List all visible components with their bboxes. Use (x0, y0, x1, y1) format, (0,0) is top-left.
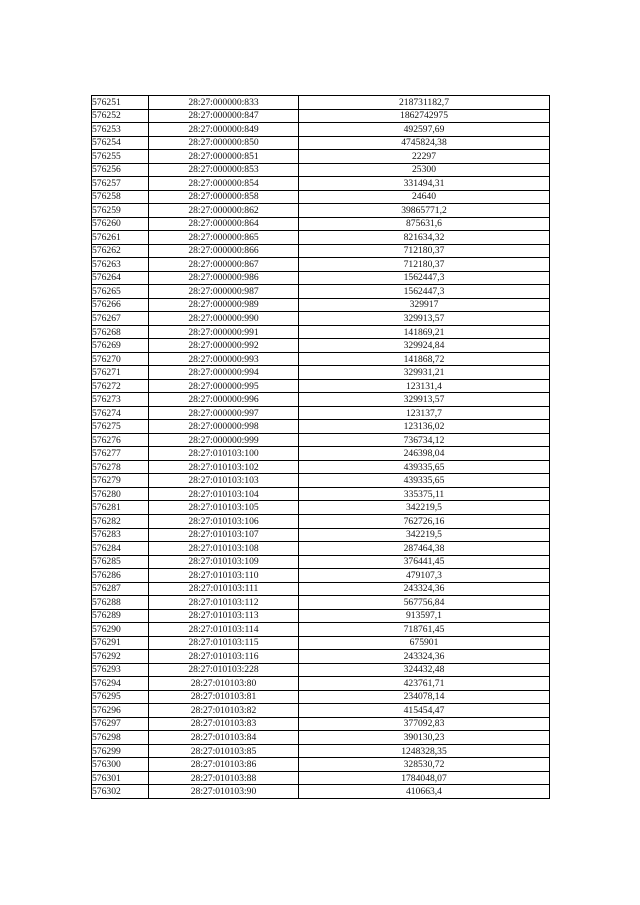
row-id-cell: 576285 (92, 555, 149, 569)
value-cell: 141869,21 (299, 325, 550, 339)
row-id-cell: 576259 (92, 204, 149, 218)
value-cell: 24640 (299, 190, 550, 204)
value-cell: 1784048,07 (299, 771, 550, 785)
cadastral-number-cell: 28:27:010103:107 (149, 528, 299, 542)
value-cell: 439335,65 (299, 474, 550, 488)
table-row (92, 393, 550, 407)
value-cell: 328530,72 (299, 758, 550, 772)
row-id-cell: 576292 (92, 650, 149, 664)
table-row (92, 312, 550, 326)
value-cell: 22297 (299, 150, 550, 164)
table-row (92, 150, 550, 164)
cadastral-number-cell: 28:27:000000:992 (149, 339, 299, 353)
row-id-cell: 576266 (92, 298, 149, 312)
row-id-cell: 576296 (92, 704, 149, 718)
row-id-cell: 576301 (92, 771, 149, 785)
value-cell: 1862742975 (299, 109, 550, 123)
cadastral-number-cell: 28:27:000000:986 (149, 271, 299, 285)
cadastral-number-cell: 28:27:000000:991 (149, 325, 299, 339)
row-id-cell: 576289 (92, 609, 149, 623)
value-cell: 415454,47 (299, 704, 550, 718)
table-row (92, 231, 550, 245)
cadastral-number-cell: 28:27:010103:103 (149, 474, 299, 488)
cadastral-number-cell: 28:27:000000:858 (149, 190, 299, 204)
cadastral-number-cell: 28:27:010103:85 (149, 744, 299, 758)
cadastral-number-cell: 28:27:000000:994 (149, 366, 299, 380)
value-cell: 736734,12 (299, 433, 550, 447)
table-row (92, 609, 550, 623)
table-row (92, 582, 550, 596)
cadastral-number-cell: 28:27:000000:998 (149, 420, 299, 434)
row-id-cell: 576255 (92, 150, 149, 164)
value-cell: 331494,31 (299, 177, 550, 191)
cadastral-number-cell: 28:27:010103:90 (149, 785, 299, 799)
cadastral-number-cell: 28:27:000000:867 (149, 258, 299, 272)
table-row (92, 569, 550, 583)
row-id-cell: 576270 (92, 352, 149, 366)
value-cell: 1562447,3 (299, 271, 550, 285)
table-row (92, 339, 550, 353)
row-id-cell: 576256 (92, 163, 149, 177)
value-cell: 492597,69 (299, 123, 550, 137)
table-row (92, 109, 550, 123)
cadastral-number-cell: 28:27:010103:111 (149, 582, 299, 596)
value-cell: 712180,37 (299, 244, 550, 258)
value-cell: 234078,14 (299, 690, 550, 704)
value-cell: 329917 (299, 298, 550, 312)
cadastral-number-cell: 28:27:010103:104 (149, 487, 299, 501)
value-cell: 287464,38 (299, 542, 550, 556)
table-row (92, 177, 550, 191)
row-id-cell: 576267 (92, 312, 149, 326)
table-row (92, 771, 550, 785)
table-row (92, 717, 550, 731)
row-id-cell: 576260 (92, 217, 149, 231)
table-row (92, 487, 550, 501)
table-row (92, 731, 550, 745)
table-row (92, 285, 550, 299)
table-row (92, 501, 550, 515)
cadastral-number-cell: 28:27:010103:105 (149, 501, 299, 515)
row-id-cell: 576280 (92, 487, 149, 501)
value-cell: 243324,36 (299, 582, 550, 596)
value-cell: 25300 (299, 163, 550, 177)
cadastral-number-cell: 28:27:010103:82 (149, 704, 299, 718)
cadastral-number-cell: 28:27:010103:112 (149, 596, 299, 610)
value-cell: 329913,57 (299, 393, 550, 407)
value-cell: 335375,11 (299, 487, 550, 501)
value-cell: 718761,45 (299, 623, 550, 637)
table-row (92, 474, 550, 488)
table-row (92, 136, 550, 150)
cadastral-number-cell: 28:27:000000:854 (149, 177, 299, 191)
cadastral-number-cell: 28:27:000000:993 (149, 352, 299, 366)
cadastral-number-cell: 28:27:010103:86 (149, 758, 299, 772)
table-row (92, 366, 550, 380)
cadastral-number-cell: 28:27:010103:114 (149, 623, 299, 637)
table-row (92, 785, 550, 799)
value-cell: 875631,6 (299, 217, 550, 231)
table-row (92, 555, 550, 569)
value-cell: 439335,65 (299, 460, 550, 474)
cadastral-number-cell: 28:27:000000:996 (149, 393, 299, 407)
row-id-cell: 576279 (92, 474, 149, 488)
table-row (92, 352, 550, 366)
value-cell: 246398,04 (299, 447, 550, 461)
value-cell: 479107,3 (299, 569, 550, 583)
value-cell: 377092,83 (299, 717, 550, 731)
value-cell: 329931,21 (299, 366, 550, 380)
cadastral-number-cell: 28:27:000000:864 (149, 217, 299, 231)
cadastral-number-cell: 28:27:000000:866 (149, 244, 299, 258)
cadastral-number-cell: 28:27:010103:109 (149, 555, 299, 569)
value-cell: 675901 (299, 636, 550, 650)
table-row (92, 123, 550, 137)
row-id-cell: 576262 (92, 244, 149, 258)
value-cell: 218731182,7 (299, 96, 550, 110)
cadastral-number-cell: 28:27:010103:81 (149, 690, 299, 704)
table-row (92, 758, 550, 772)
value-cell: 762726,16 (299, 514, 550, 528)
cadastral-number-cell: 28:27:000000:990 (149, 312, 299, 326)
value-cell: 567756,84 (299, 596, 550, 610)
table-row (92, 433, 550, 447)
table-row (92, 744, 550, 758)
row-id-cell: 576272 (92, 379, 149, 393)
table-row (92, 204, 550, 218)
cadastral-number-cell: 28:27:000000:865 (149, 231, 299, 245)
cadastral-number-cell: 28:27:000000:997 (149, 406, 299, 420)
cadastral-number-cell: 28:27:000000:999 (149, 433, 299, 447)
table-row (92, 298, 550, 312)
row-id-cell: 576286 (92, 569, 149, 583)
row-id-cell: 576276 (92, 433, 149, 447)
row-id-cell: 576290 (92, 623, 149, 637)
table-row (92, 96, 550, 110)
row-id-cell: 576252 (92, 109, 149, 123)
row-id-cell: 576288 (92, 596, 149, 610)
table-row (92, 677, 550, 691)
row-id-cell: 576277 (92, 447, 149, 461)
cadastral-number-cell: 28:27:010103:116 (149, 650, 299, 664)
cadastral-number-cell: 28:27:000000:850 (149, 136, 299, 150)
cadastral-number-cell: 28:27:010103:108 (149, 542, 299, 556)
cadastral-number-cell: 28:27:000000:847 (149, 109, 299, 123)
table-row (92, 190, 550, 204)
row-id-cell: 576271 (92, 366, 149, 380)
value-cell: 4745824,38 (299, 136, 550, 150)
row-id-cell: 576273 (92, 393, 149, 407)
table-row (92, 596, 550, 610)
row-id-cell: 576291 (92, 636, 149, 650)
value-cell: 39865771,2 (299, 204, 550, 218)
row-id-cell: 576299 (92, 744, 149, 758)
row-id-cell: 576254 (92, 136, 149, 150)
table-row (92, 420, 550, 434)
value-cell: 243324,36 (299, 650, 550, 664)
cadastral-number-cell: 28:27:000000:987 (149, 285, 299, 299)
row-id-cell: 576283 (92, 528, 149, 542)
row-id-cell: 576265 (92, 285, 149, 299)
cadastral-number-cell: 28:27:000000:989 (149, 298, 299, 312)
row-id-cell: 576253 (92, 123, 149, 137)
value-cell: 390130,23 (299, 731, 550, 745)
row-id-cell: 576251 (92, 96, 149, 110)
table-row (92, 163, 550, 177)
row-id-cell: 576274 (92, 406, 149, 420)
data-table (91, 95, 550, 799)
cadastral-number-cell: 28:27:000000:862 (149, 204, 299, 218)
cadastral-number-cell: 28:27:000000:995 (149, 379, 299, 393)
table-row (92, 663, 550, 677)
table-row (92, 636, 550, 650)
value-cell: 821634,32 (299, 231, 550, 245)
row-id-cell: 576257 (92, 177, 149, 191)
value-cell: 423761,71 (299, 677, 550, 691)
table-row (92, 217, 550, 231)
row-id-cell: 576258 (92, 190, 149, 204)
row-id-cell: 576268 (92, 325, 149, 339)
value-cell: 712180,37 (299, 258, 550, 272)
value-cell: 141868,72 (299, 352, 550, 366)
cadastral-number-cell: 28:27:000000:849 (149, 123, 299, 137)
value-cell: 410663,4 (299, 785, 550, 799)
value-cell: 123136,02 (299, 420, 550, 434)
row-id-cell: 576261 (92, 231, 149, 245)
cadastral-number-cell: 28:27:010103:106 (149, 514, 299, 528)
cadastral-number-cell: 28:27:010103:100 (149, 447, 299, 461)
table-row (92, 258, 550, 272)
row-id-cell: 576284 (92, 542, 149, 556)
table-row (92, 704, 550, 718)
value-cell: 324432,48 (299, 663, 550, 677)
table-row (92, 447, 550, 461)
table-row (92, 406, 550, 420)
row-id-cell: 576298 (92, 731, 149, 745)
table-row (92, 244, 550, 258)
cadastral-number-cell: 28:27:010103:115 (149, 636, 299, 650)
table-row (92, 542, 550, 556)
row-id-cell: 576281 (92, 501, 149, 515)
row-id-cell: 576297 (92, 717, 149, 731)
value-cell: 1562447,3 (299, 285, 550, 299)
table-row (92, 514, 550, 528)
table-body (92, 96, 550, 799)
value-cell: 123131,4 (299, 379, 550, 393)
value-cell: 123137,7 (299, 406, 550, 420)
table-row (92, 690, 550, 704)
table-row (92, 379, 550, 393)
value-cell: 329913,57 (299, 312, 550, 326)
cadastral-number-cell: 28:27:010103:113 (149, 609, 299, 623)
row-id-cell: 576295 (92, 690, 149, 704)
cadastral-number-cell: 28:27:000000:833 (149, 96, 299, 110)
cadastral-number-cell: 28:27:010103:83 (149, 717, 299, 731)
cadastral-number-cell: 28:27:010103:80 (149, 677, 299, 691)
cadastral-number-cell: 28:27:010103:110 (149, 569, 299, 583)
cadastral-number-cell: 28:27:000000:851 (149, 150, 299, 164)
row-id-cell: 576302 (92, 785, 149, 799)
table-row (92, 271, 550, 285)
row-id-cell: 576287 (92, 582, 149, 596)
table-row (92, 650, 550, 664)
table-row (92, 460, 550, 474)
row-id-cell: 576269 (92, 339, 149, 353)
row-id-cell: 576294 (92, 677, 149, 691)
row-id-cell: 576278 (92, 460, 149, 474)
value-cell: 342219,5 (299, 501, 550, 515)
cadastral-number-cell: 28:27:010103:84 (149, 731, 299, 745)
cadastral-number-cell: 28:27:010103:88 (149, 771, 299, 785)
cadastral-number-cell: 28:27:010103:102 (149, 460, 299, 474)
row-id-cell: 576263 (92, 258, 149, 272)
table-row (92, 623, 550, 637)
row-id-cell: 576275 (92, 420, 149, 434)
row-id-cell: 576282 (92, 514, 149, 528)
cadastral-number-cell: 28:27:010103:228 (149, 663, 299, 677)
row-id-cell: 576264 (92, 271, 149, 285)
value-cell: 376441,45 (299, 555, 550, 569)
value-cell: 913597,1 (299, 609, 550, 623)
table-row (92, 325, 550, 339)
value-cell: 342219,5 (299, 528, 550, 542)
row-id-cell: 576293 (92, 663, 149, 677)
cadastral-number-cell: 28:27:000000:853 (149, 163, 299, 177)
value-cell: 1248328,35 (299, 744, 550, 758)
value-cell: 329924,84 (299, 339, 550, 353)
row-id-cell: 576300 (92, 758, 149, 772)
table-row (92, 528, 550, 542)
